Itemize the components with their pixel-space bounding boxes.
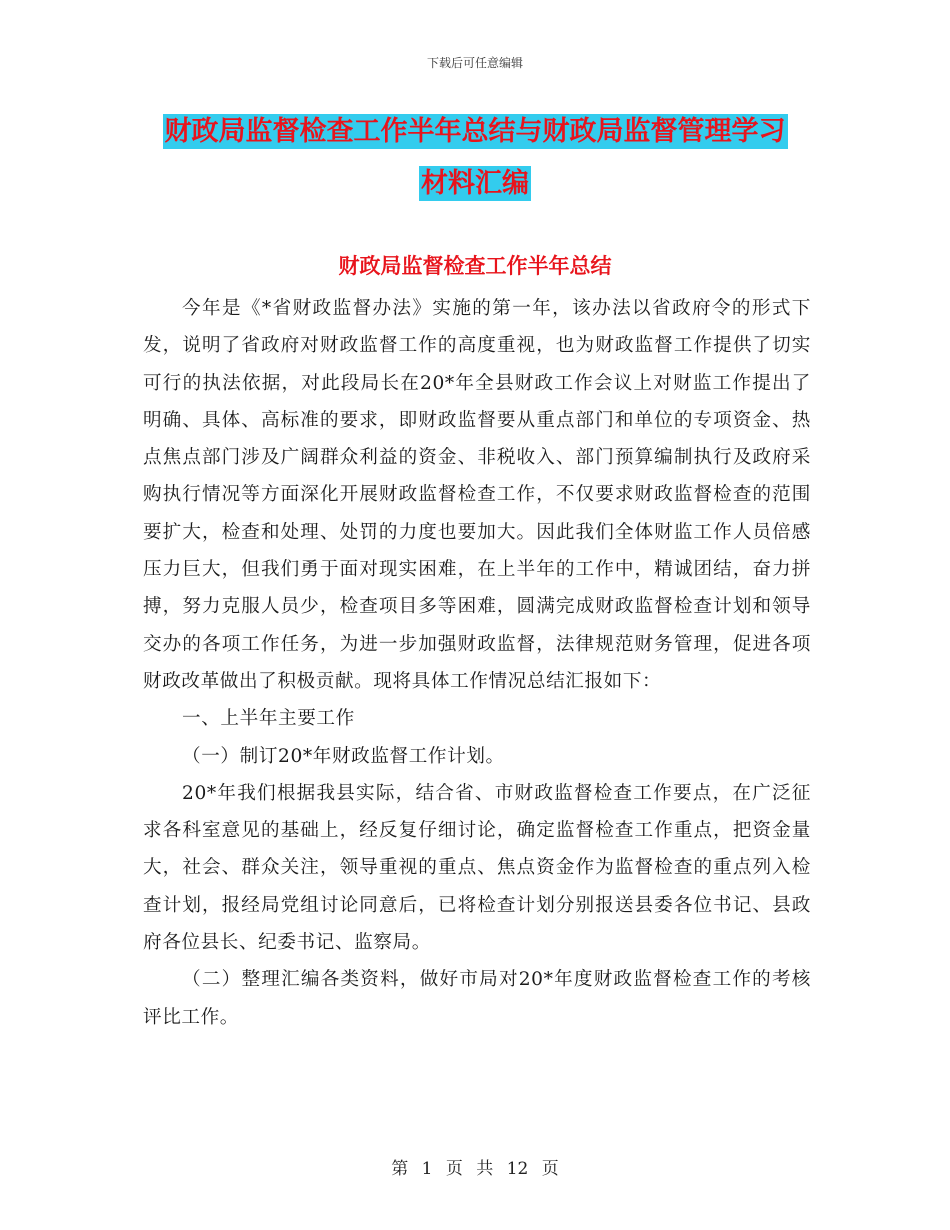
page-footer xyxy=(0,1154,950,1179)
heading-level-2: （一）制订20*年财政监督工作计划。 xyxy=(182,745,505,767)
footer-suffix: 页 xyxy=(541,1159,559,1179)
document-title xyxy=(140,106,810,210)
footer-total-word: 共 xyxy=(476,1159,494,1179)
page-total: 12 xyxy=(506,1159,529,1179)
header-note: 下载后可任意编辑 xyxy=(426,56,523,70)
body-text xyxy=(143,290,811,1036)
title-line-1: 财政局监督检查工作半年总结与财政局监督管理学习 xyxy=(164,116,786,147)
paragraph-plan: 20*年我们根据我县实际，结合省、市财政监督检查工作要点，在广泛征求各科室意见的基础上，经反复仔细讨论，确定监督检查工作重点，把资金量大，社会、群众关注，领导重视的重点、焦点资金作为监督检查的重点列入检查计划，报经局党组讨论同意后，已将检查计划分别报送县委各位书记、县政府各位县长、纪委书记、监察局。 xyxy=(143,782,811,954)
heading-level-1: 一、上半年主要工作 xyxy=(182,708,355,730)
title-line-2: 材料汇编 xyxy=(421,168,529,199)
paragraph-intro: 今年是《*省财政监督办法》实施的第一年，该办法以省政府令的形式下发，说明了省政府对财政监督工作的高度重视，也为财政监督工作提供了切实可行的执法依据，对此段局长在20*年全县财政工作会议上对财监工作提出了明确、具体、高标准的要求，即财政监督要从重点部门和单位的专项资金、热点焦点部门涉及广阔群众利益的资金、非税收入、部门预算编制执行及政府采购执行情况等方面深化开展财政监督检查工作，不仅要求财政监督检查的范围要扩大，检查和处理、处罚的力度也要加大。因此我们全体财监工作人员倍感压力巨大，但我们勇于面对现实困难，在上半年的工作中，精诚团结，奋力拼搏，努力克服人员少，检查项目多等困难，圆满完成财政监督检查计划和领导交办的各项工作任务，为进一步加强财政监督，法律规范财务管理，促进各项财政改革做出了积极贡献。现将具体工作情况总结汇报如下： xyxy=(143,298,811,692)
footer-page-word: 页 xyxy=(445,1159,463,1179)
footer-prefix: 第 xyxy=(391,1159,409,1179)
page-number: 1 xyxy=(421,1159,433,1179)
section-title: 财政局监督检查工作半年总结 xyxy=(338,254,612,278)
heading-level-2-b: （二）整理汇编各类资料，做好市局对20*年度财政监督检查工作的考核评比工作。 xyxy=(143,969,811,1028)
